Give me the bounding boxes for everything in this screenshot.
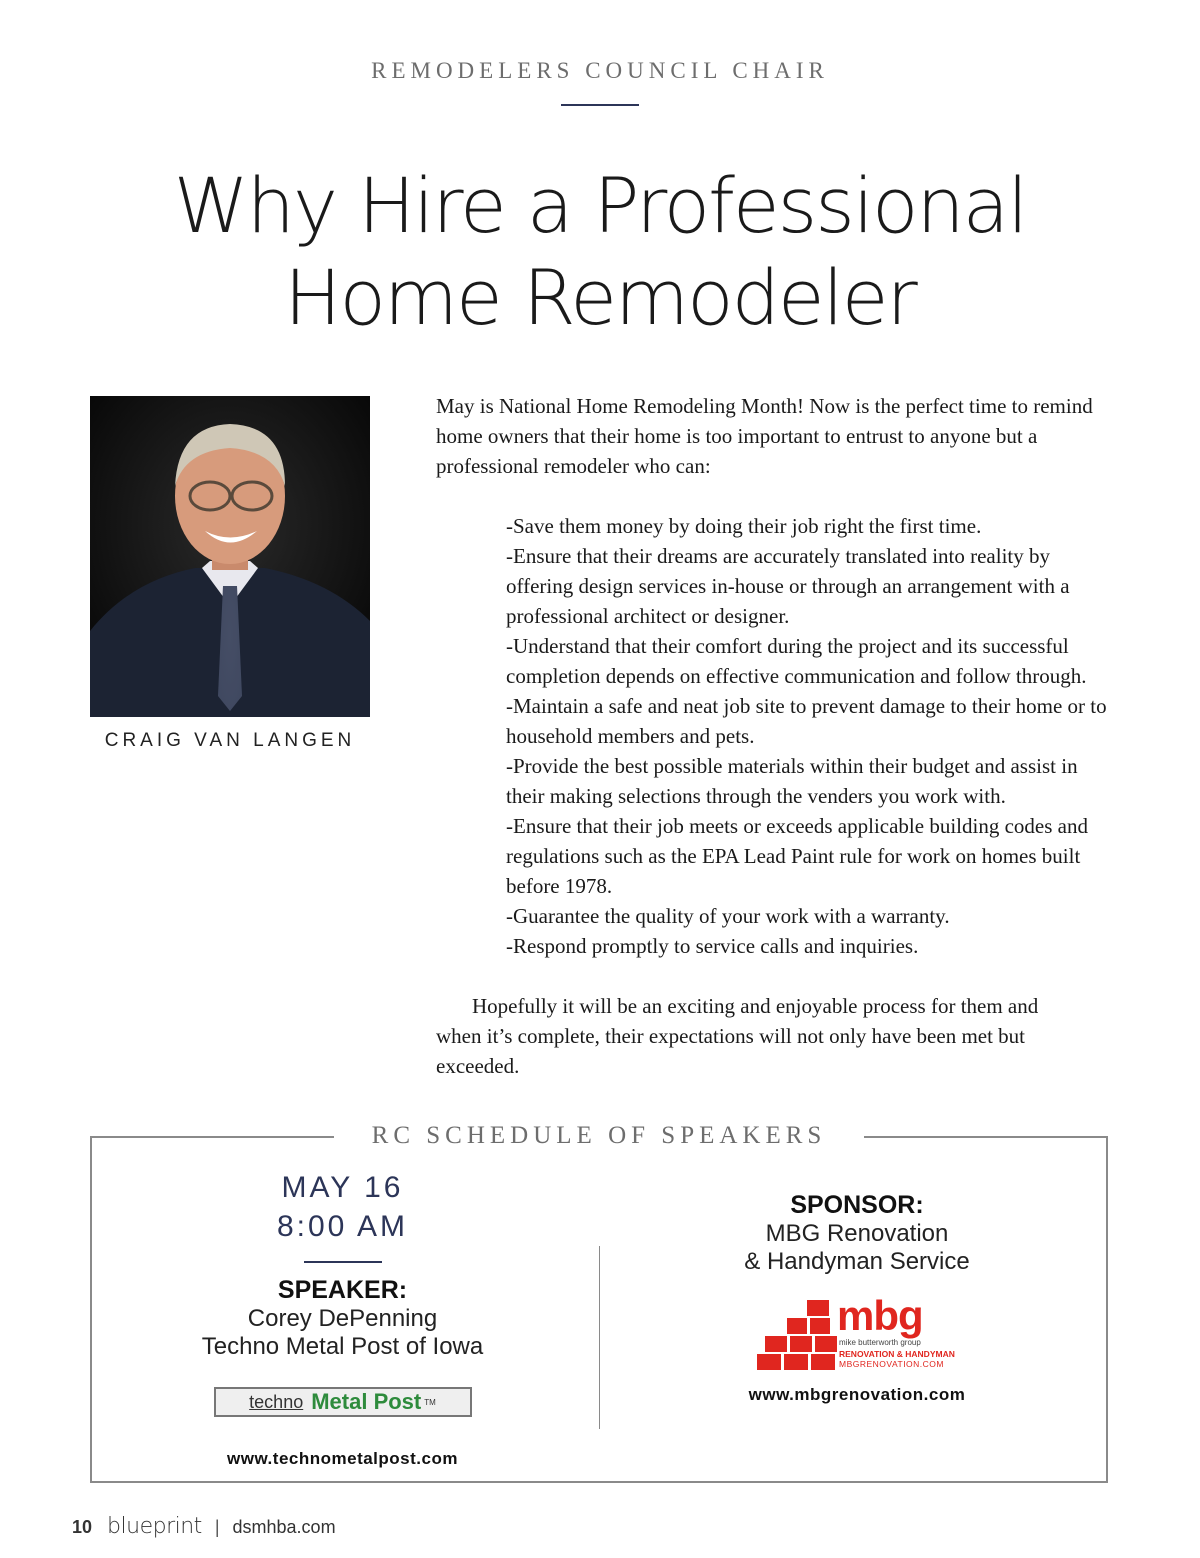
benefit-item: -Ensure that their dreams are accurately translated into reality by offering design services in-house or through an arrangement with a professional architect or designer.: [506, 544, 1070, 628]
logo-tagline: mike butterworth group: [839, 1338, 921, 1347]
headline-line-2: Home Remodeler: [284, 253, 916, 342]
sponsor-name-line-2: & Handyman Service: [744, 1248, 970, 1275]
section-kicker: REMODELERS COUNCIL CHAIR: [371, 58, 829, 83]
mbg-renovation-logo: [757, 1292, 957, 1373]
date-rule: [304, 1261, 382, 1263]
headline-line-1: Why Hire a Professional: [173, 161, 1027, 250]
benefit-item: -Respond promptly to service calls and inquiries.: [506, 934, 919, 958]
sponsor-heading: SPONSOR:: [790, 1191, 924, 1219]
page-footer: [72, 1514, 336, 1539]
event-time: 8:00 AM: [276, 1210, 409, 1243]
logo-service-line: RENOVATION & HANDYMAN: [839, 1349, 955, 1359]
kicker-rule: [561, 104, 639, 106]
benefit-item: -Understand that their comfort during the project and its successful completion depends on effective communication and follow through.: [506, 634, 1087, 688]
benefit-item: -Save them money by doing their job right the first time.: [506, 514, 982, 538]
speaker-heading: SPEAKER:: [277, 1276, 408, 1304]
speaker-company: Techno Metal Post of Iowa: [201, 1333, 484, 1360]
sponsor-website-link[interactable]: www.mbgrenovation.com: [748, 1385, 966, 1404]
article-intro: May is National Home Remodeling Month! Now is the perfect time to remind home owners that their home is too important to entrust to anyone but a professional remodeler who can:: [436, 394, 1093, 478]
speaker-name: Corey DePenning: [247, 1305, 438, 1332]
article-closing: Hopefully it will be an exciting and enjoyable process for them and when it’s complete, their expectations will not only have been met but exceeded.: [436, 994, 1039, 1078]
schedule-title: RC SCHEDULE OF SPEAKERS: [334, 1122, 864, 1150]
techno-metal-post-logo: [214, 1387, 472, 1417]
benefit-item: -Maintain a safe and neat job site to prevent damage to their home or to household members and pets.: [506, 694, 1107, 748]
event-date: MAY 16: [281, 1171, 404, 1204]
headline: [0, 160, 1200, 344]
logo-trademark: TM: [424, 1397, 436, 1407]
footer-separator: |: [214, 1517, 220, 1537]
logo-word-techno: techno: [249, 1391, 304, 1412]
logo-web-line: MBGRENOVATION.COM: [839, 1359, 944, 1369]
logo-word-metal-post: Metal Post: [311, 1389, 422, 1414]
sponsor-column: [712, 1190, 1002, 1405]
speaker-column: [140, 1168, 545, 1469]
footer-site[interactable]: dsmhba.com: [232, 1517, 336, 1537]
benefit-list: [506, 511, 1116, 961]
author-portrait-illustration: [90, 396, 370, 717]
article-body: [436, 391, 1126, 1081]
logo-mbg-wordmark: mbg: [837, 1292, 923, 1339]
author-photo: [90, 396, 370, 717]
benefit-item: -Provide the best possible materials within their budget and assist in their making selections through the venders you work with.: [506, 754, 1078, 808]
benefit-item: -Ensure that their job meets or exceeds applicable building codes and regulations such as the EPA Lead Paint rule for work on homes built before 1978.: [506, 814, 1088, 898]
page-number: 10: [72, 1517, 93, 1537]
speaker-website-link[interactable]: www.technometalpost.com: [227, 1449, 458, 1468]
benefit-item: -Guarantee the quality of your work with a warranty.: [506, 904, 950, 928]
magazine-name: blueprint: [107, 1514, 202, 1539]
column-divider: [599, 1246, 600, 1429]
photo-caption: CRAIG VAN LANGEN: [104, 730, 356, 751]
sponsor-name-line-1: MBG Renovation: [765, 1220, 949, 1247]
